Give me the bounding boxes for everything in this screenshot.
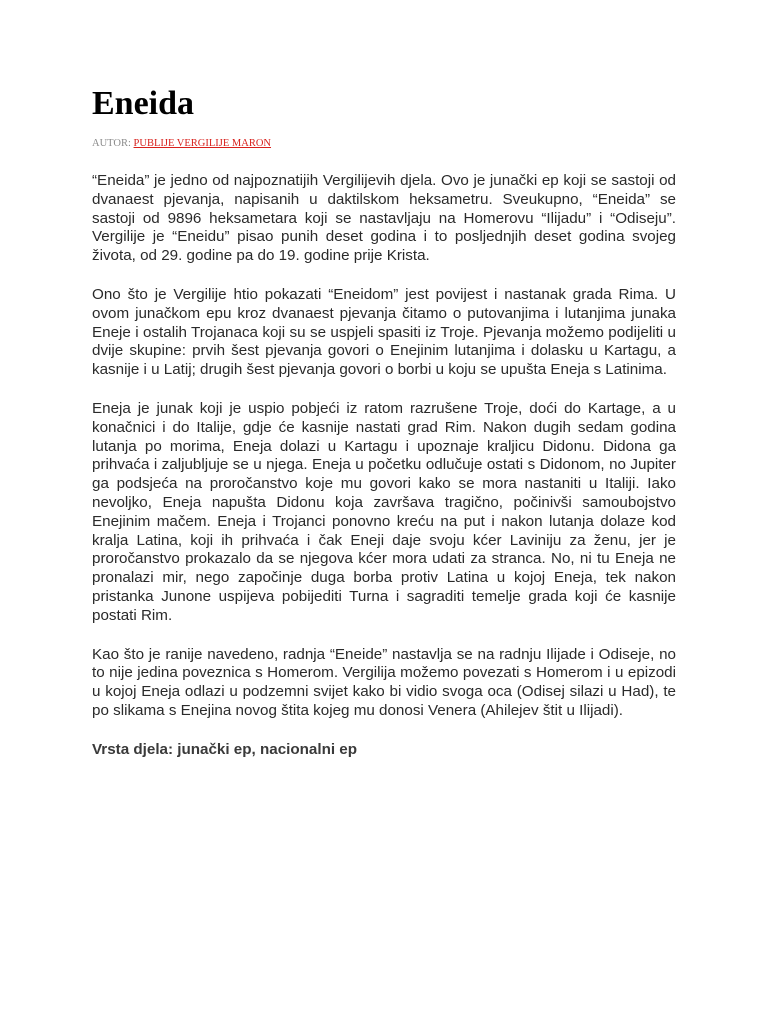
- paragraph-4: Kao što je ranije navedeno, radnja “Eneide” nastavlja se na radnju Ilijade i Odiseje, no to nije jedina poveznica s Homerom. Vergilija možemo povezati s Homerom i u epizodi u kojoj Eneja odlazi u podzemni svijet kako bi vidio svoga oca (Odisej silazi u Had), te po slikama s Enejina novog štita kojeg mu donosi Venera (Ahilejev štit u Ilijadi).: [92, 645, 676, 719]
- article-body: [92, 172, 676, 760]
- author-link[interactable]: PUBLIJE VERGILIJE MARON: [133, 138, 272, 149]
- paragraph-2: Ono što je Vergilije htio pokazati “Eneidom” jest povijest i nastanak grada Rima. U ovom junačkom epu kroz dvanaest pjevanja čitamo o putovanjima i lutanjima junaka Eneje i ostalih Trojanaca koji su se uspjeli spasiti iz Troje. Pjevanja možemo podijeliti u dvije skupine: prvih šest pjevanja govori o Enejinim lutanjima i dolasku u Kartagu, a kasnije i u Latij; drugih šest pjevanja govori o borbi u koju se upušta Eneja s Latinima.: [92, 285, 676, 379]
- document-page: [92, 84, 676, 760]
- author-line: [92, 137, 676, 151]
- page-title: Eneida: [92, 85, 195, 122]
- genre-line: Vrsta djela: junački ep, nacionalni ep: [92, 740, 358, 758]
- paragraph-1: “Eneida” je jedno od najpoznatijih Vergilijevih djela. Ovo je junački ep koji se sastoji od dvanaest pjevanja, napisanih u daktilskom heksametru. Sveukupno, “Eneida” se sastoji od 9896 heksametara koji se nastavljaju na Homerovu “Ilijadu” i “Odiseju”. Vergilije je “Eneidu” pisao punih deset godina i to posljednjih deset godina svojeg života, od 29. godine pa do 19. godine prije Krista.: [92, 172, 676, 265]
- author-label: AUTOR:: [92, 138, 131, 149]
- paragraph-3: Eneja je junak koji je uspio pobjeći iz ratom razrušene Troje, doći do Kartage, a u konačnici i do Italije, gdje će kasnije nastati grad Rim. Nakon dugih sedam godina lutanja po morima, Eneja dolazi u Kartagu i upoznaje kraljicu Didonu. Didona ga prihvaća i zaljubljuje se u njega. Eneja u početku odlučuje ostati s Didonom, no Jupiter ga podsjeća na proročanstvo koje mu govori kako se mora nastaniti u Italiji. Iako nevoljko, Eneja napušta Didonu koja završava tragično, počinivši samoubojstvo Enejinim mačem. Eneja i Trojanci ponovno kreću na put i nakon lutanja dolaze kod kralja Latina, koji ih prihvaća i čak Eneji daje svoju kćer Laviniju za ženu, jer je proročanstvo prokazalo da se njegova kćer mora udati za stranca. No, ni tu Eneja ne pronalazi mir, nego započinje duga borba protiv Latina u kojoj Eneja, tek nakon pristanka Junone uspijeva pobijediti Turna i sagraditi temelje grada koji će kasnije postati Rim.: [92, 399, 676, 624]
